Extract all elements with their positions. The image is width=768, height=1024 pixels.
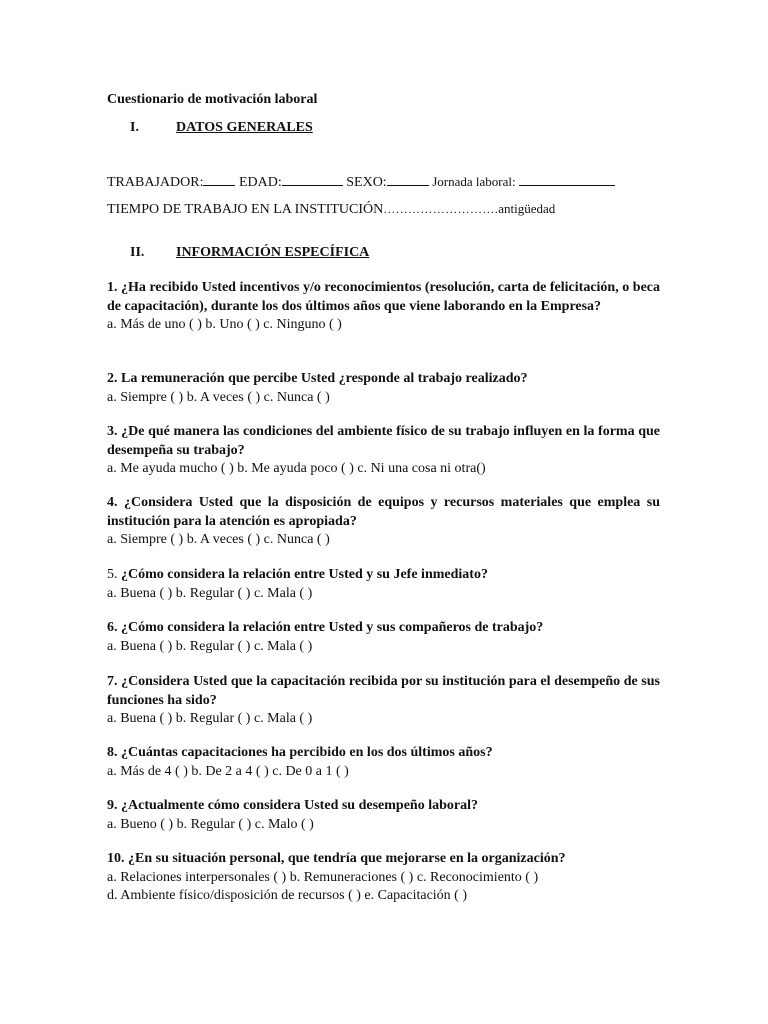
sexo-blank[interactable]	[387, 173, 429, 186]
question-options[interactable]: a. Buena ( ) b. Regular ( ) c. Mala ( )	[107, 585, 313, 601]
section-title: INFORMACIÓN ESPECÍFICA	[176, 245, 370, 260]
question-text: 6. ¿Cómo considera la relación entre Usted y sus compañeros de trabajo?	[107, 620, 544, 635]
question-8	[107, 744, 660, 781]
question-10	[107, 850, 660, 906]
question-options[interactable]: a. Buena ( ) b. Regular ( ) c. Mala ( )	[107, 711, 313, 726]
jornada-blank[interactable]	[519, 173, 615, 186]
question-text: 3. ¿De qué manera las condiciones del ambiente físico de su trabajo influyen en la forma que desempeña su trabajo?	[107, 424, 661, 458]
tiempo-dots: ……………………….	[383, 202, 499, 216]
question-options[interactable]: a. Siempre ( ) b. A veces ( ) c. Nunca ( )	[107, 532, 330, 547]
question-9	[107, 797, 660, 834]
question-text: 2. La remuneración que percibe Usted ¿responde al trabajo realizado?	[107, 371, 528, 386]
trabajador-blank[interactable]	[203, 173, 235, 186]
question-options[interactable]: a. Más de uno ( ) b. Uno ( ) c. Ninguno ( )	[107, 317, 342, 332]
question-text: 1. ¿Ha recibido Usted incentivos y/o reconocimientos (resolución, carta de felicitación, o beca de capacitación), durante los dos últimos años que viene laborando en la Empresa?	[107, 280, 660, 314]
question-text: 10. ¿En su situación personal, que tendría que mejorarse en la organización?	[107, 851, 566, 866]
section-number: I.	[130, 120, 139, 135]
question-text: 5. ¿Cómo considera la relación entre Usted y su Jefe inmediato?	[107, 567, 488, 582]
question-7	[107, 673, 660, 729]
general-fields-line	[107, 173, 615, 191]
section-title: DATOS GENERALES	[176, 120, 313, 135]
edad-label: EDAD:	[238, 175, 282, 190]
tiempo-label: TIEMPO DE TRABAJO EN LA INSTITUCIÓN	[107, 202, 384, 217]
question-options[interactable]: a. Bueno ( ) b. Regular ( ) c. Malo ( )	[107, 816, 314, 832]
sexo-label: SEXO:	[346, 175, 387, 190]
trabajador-label: TRABAJADOR:	[107, 175, 204, 190]
jornada-label: Jornada laboral:	[432, 174, 516, 189]
edad-blank[interactable]	[282, 173, 343, 186]
question-options[interactable]: a. Me ayuda mucho ( ) b. Me ayuda poco ( ) c. Ni una cosa ni otra()	[107, 461, 486, 476]
question-text: 4. ¿Considera Usted que la disposición de equipos y recursos materiales que emplea su institución para la atención es apropiada?	[107, 495, 660, 529]
question-4	[107, 494, 660, 550]
question-options[interactable]: a. Siempre ( ) b. A veces ( ) c. Nunca ( )	[107, 389, 330, 405]
tiempo-trabajo-line	[107, 201, 555, 218]
section-number: II.	[130, 245, 145, 260]
question-text: 7. ¿Considera Usted que la capacitación recibida por su institución para el desempeño de sus funciones ha sido?	[107, 674, 660, 708]
question-2	[107, 370, 660, 407]
question-options[interactable]: d. Ambiente físico/disposición de recursos ( ) e. Capacitación ( )	[107, 888, 468, 903]
document-title: Cuestionario de motivación laboral	[107, 92, 318, 107]
question-1	[107, 279, 660, 335]
question-6	[107, 619, 660, 656]
question-3	[107, 423, 660, 479]
question-5	[107, 566, 660, 603]
antiguedad-label: antigüedad	[498, 201, 556, 216]
question-options[interactable]: a. Buena ( ) b. Regular ( ) c. Mala ( )	[107, 638, 313, 654]
question-options[interactable]: a. Más de 4 ( ) b. De 2 a 4 ( ) c. De 0 a 1 ( )	[107, 763, 349, 779]
question-text: 9. ¿Actualmente cómo considera Usted su desempeño laboral?	[107, 798, 478, 813]
question-text: 8. ¿Cuántas capacitaciones ha percibido en los dos últimos años?	[107, 745, 493, 760]
question-options[interactable]: a. Relaciones interpersonales ( ) b. Remuneraciones ( ) c. Reconocimiento ( )	[107, 869, 539, 885]
